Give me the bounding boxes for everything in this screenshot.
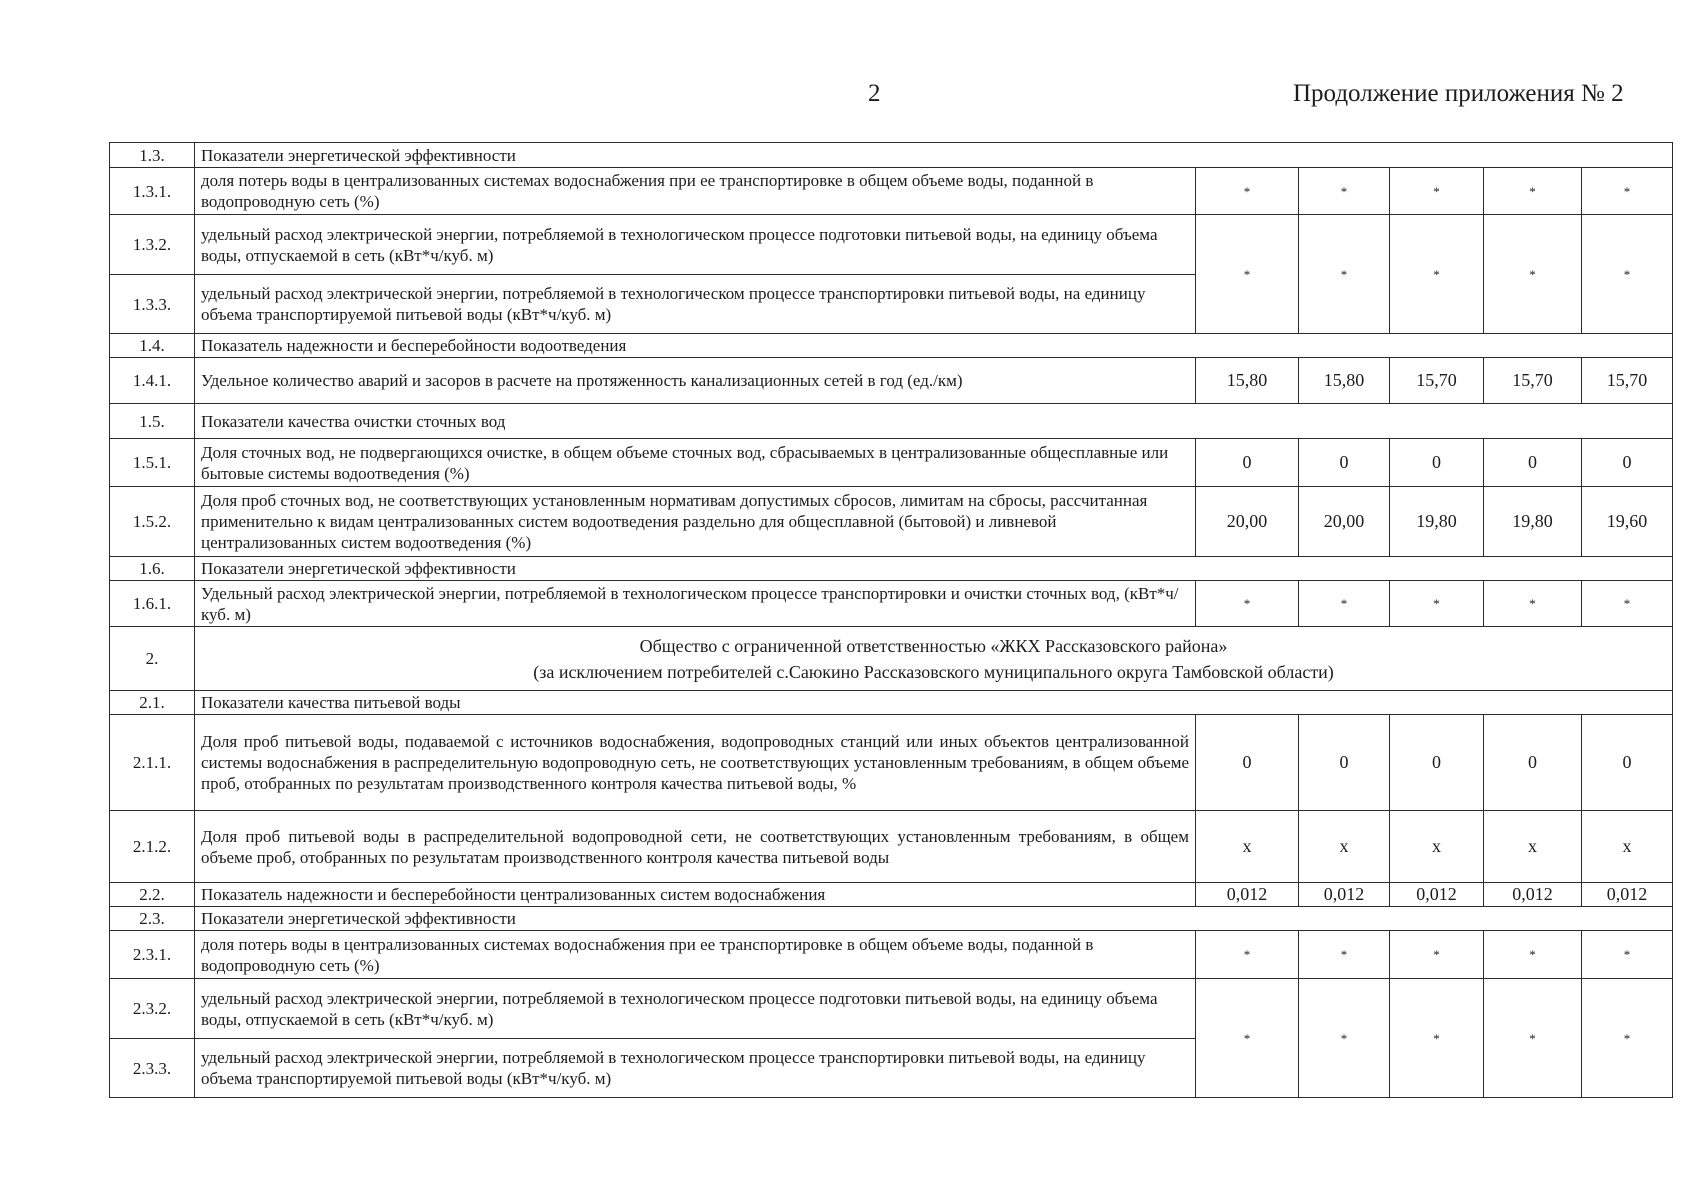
section-row: [110, 557, 1673, 581]
table-row: [110, 581, 1673, 627]
row-number: 1.5.: [110, 404, 195, 439]
indicator-description: доля потерь воды в централизованных системах водоснабжения при ее транспортировке в общем объеме воды, поданной в водопроводную сеть (%): [195, 168, 1196, 215]
appendix-title: Продолжение приложения № 2: [1293, 80, 1624, 107]
section-title: Показатель надежности и бесперебойности водоотведения: [195, 334, 1673, 358]
indicator-description: Доля проб сточных вод, не соответствующих установленным нормативам допустимых сбросов, лимитам на сбросы, рассчитанная применительно к видам централизованных систем водоотведения раздельно для общесплавной (бытовой) и ливневой централизованных систем водоотведения (%): [195, 487, 1196, 557]
section-title: Показатели качества питьевой воды: [195, 691, 1673, 715]
organization-row: [110, 627, 1673, 691]
section-row: [110, 404, 1673, 439]
row-number: 1.3.1.: [110, 168, 195, 215]
indicator-value: 0,012: [1299, 883, 1390, 907]
row-number: 2.1.: [110, 691, 195, 715]
indicator-value: 19,60: [1582, 487, 1673, 557]
indicator-description: Доля сточных вод, не подвергающихся очистке, в общем объеме сточных вод, сбрасываемых в централизованные общесплавные или бытовые системы водоотведения (%): [195, 439, 1196, 487]
row-number: 2.1.2.: [110, 811, 195, 883]
row-number: 2.3.2.: [110, 979, 195, 1039]
table-row: [110, 487, 1673, 557]
indicator-value: *: [1196, 931, 1299, 979]
indicator-description: Доля проб питьевой воды в распределительной водопроводной сети, не соответствующих установленным требованиям, в общем объеме проб, отобранных по результатам производственного контроля качества питьевой воды: [195, 811, 1196, 883]
indicator-value: 0: [1484, 715, 1582, 811]
row-number: 2.3.1.: [110, 931, 195, 979]
indicator-value: *: [1582, 931, 1673, 979]
indicator-value: *: [1390, 979, 1484, 1098]
indicator-value: 0: [1582, 715, 1673, 811]
table-row: [110, 715, 1673, 811]
indicator-value: *: [1484, 581, 1582, 627]
row-number: 2.: [110, 627, 195, 691]
row-number: 2.2.: [110, 883, 195, 907]
indicator-value: 0: [1196, 715, 1299, 811]
organization-line: Общество с ограниченной ответственностью «ЖКХ Рассказовского района»: [639, 635, 1228, 656]
row-number: 1.5.1.: [110, 439, 195, 487]
indicator-value: 0,012: [1484, 883, 1582, 907]
table-row: [110, 811, 1673, 883]
indicator-value: 0: [1582, 439, 1673, 487]
row-number: 1.6.: [110, 557, 195, 581]
indicator-value: *: [1582, 215, 1673, 334]
table-row: [110, 168, 1673, 215]
indicator-value: х: [1196, 811, 1299, 883]
indicator-value: *: [1196, 979, 1299, 1098]
indicator-value: х: [1390, 811, 1484, 883]
indicators-table: [109, 142, 1673, 1098]
indicator-value: х: [1484, 811, 1582, 883]
indicator-value: *: [1299, 581, 1390, 627]
indicator-value: 0: [1390, 439, 1484, 487]
section-title: Показатели энергетической эффективности: [195, 557, 1673, 581]
indicator-value: *: [1582, 979, 1673, 1098]
indicator-value: *: [1299, 979, 1390, 1098]
indicator-description: удельный расход электрической энергии, потребляемой в технологическом процессе транспортировки питьевой воды, на единицу объема транспортируемой питьевой воды (кВт*ч/куб. м): [195, 275, 1196, 334]
row-number: 2.1.1.: [110, 715, 195, 811]
section-title: Показатели качества очистки сточных вод: [195, 404, 1673, 439]
indicator-value: *: [1582, 168, 1673, 215]
section-row: [110, 691, 1673, 715]
indicator-description: удельный расход электрической энергии, потребляемой в технологическом процессе транспортировки питьевой воды, на единицу объема транспортируемой питьевой воды (кВт*ч/куб. м): [195, 1039, 1196, 1098]
indicator-value: *: [1390, 581, 1484, 627]
row-number: 1.3.3.: [110, 275, 195, 334]
row-number: 2.3.: [110, 907, 195, 931]
indicator-value: *: [1582, 581, 1673, 627]
indicator-description: удельный расход электрической энергии, потребляемой в технологическом процессе подготовки питьевой воды, на единицу объема воды, отпускаемой в сеть (кВт*ч/куб. м): [195, 979, 1196, 1039]
row-number: 1.4.: [110, 334, 195, 358]
indicator-value: 0,012: [1582, 883, 1673, 907]
row-number: 1.3.2.: [110, 215, 195, 275]
indicator-value: 0,012: [1196, 883, 1299, 907]
indicator-value: *: [1484, 215, 1582, 334]
organization-title: [195, 627, 1673, 691]
indicator-value: 0: [1390, 715, 1484, 811]
indicator-value: *: [1196, 168, 1299, 215]
table-row: [110, 883, 1673, 907]
indicator-value: 20,00: [1299, 487, 1390, 557]
indicator-value: 0: [1299, 439, 1390, 487]
indicator-value: 15,70: [1390, 358, 1484, 404]
table-row: [110, 931, 1673, 979]
row-number: 2.3.3.: [110, 1039, 195, 1098]
row-number: 1.4.1.: [110, 358, 195, 404]
indicator-value: х: [1299, 811, 1390, 883]
indicator-value: *: [1484, 931, 1582, 979]
page-number: 2: [868, 80, 881, 107]
indicator-description: удельный расход электрической энергии, потребляемой в технологическом процессе подготовки питьевой воды, на единицу объема воды, отпускаемой в сеть (кВт*ч/куб. м): [195, 215, 1196, 275]
indicator-value: 15,80: [1196, 358, 1299, 404]
indicator-value: *: [1484, 168, 1582, 215]
indicator-value: *: [1196, 215, 1299, 334]
indicator-value: х: [1582, 811, 1673, 883]
indicator-description: доля потерь воды в централизованных системах водоснабжения при ее транспортировке в общем объеме воды, поданной в водопроводную сеть (%): [195, 931, 1196, 979]
indicator-description: Удельный расход электрической энергии, потребляемой в технологическом процессе транспортировки и очистки сточных вод, (кВт*ч/куб. м): [195, 581, 1196, 627]
indicator-description: Удельное количество аварий и засоров в расчете на протяженность канализационных сетей в год (ед./км): [195, 358, 1196, 404]
indicator-value: 19,80: [1484, 487, 1582, 557]
organization-line: (за исключением потребителей с.Саюкино Рассказовского муниципального округа Тамбовской области): [533, 661, 1334, 682]
indicator-value: *: [1299, 168, 1390, 215]
section-title: Показатели энергетической эффективности: [195, 143, 1673, 168]
indicator-value: 15,80: [1299, 358, 1390, 404]
indicator-value: 0: [1484, 439, 1582, 487]
row-number: 1.3.: [110, 143, 195, 168]
row-number: 1.6.1.: [110, 581, 195, 627]
section-row: [110, 334, 1673, 358]
indicator-value: *: [1390, 168, 1484, 215]
indicator-value: *: [1299, 931, 1390, 979]
section-row: [110, 143, 1673, 168]
indicator-description: Показатель надежности и бесперебойности централизованных систем водоснабжения: [195, 883, 1196, 907]
section-row: [110, 907, 1673, 931]
indicator-description: Доля проб питьевой воды, подаваемой с источников водоснабжения, водопроводных станций или иных объектов централизованной системы водоснабжения в распределительную водопроводную сеть, не соответствующих установленным требованиям, в общем объеме проб, отобранных по результатам производственного контроля качества питьевой воды, %: [195, 715, 1196, 811]
indicator-value: 20,00: [1196, 487, 1299, 557]
indicator-value: 15,70: [1484, 358, 1582, 404]
row-number: 1.5.2.: [110, 487, 195, 557]
table-row: [110, 215, 1673, 275]
table-row: [110, 439, 1673, 487]
table-row: [110, 979, 1673, 1039]
indicator-value: 0: [1196, 439, 1299, 487]
indicator-value: 0,012: [1390, 883, 1484, 907]
indicator-value: 15,70: [1582, 358, 1673, 404]
indicator-value: *: [1196, 581, 1299, 627]
indicator-value: *: [1390, 215, 1484, 334]
indicator-value: 0: [1299, 715, 1390, 811]
indicator-value: *: [1299, 215, 1390, 334]
indicator-value: 19,80: [1390, 487, 1484, 557]
section-title: Показатели энергетической эффективности: [195, 907, 1673, 931]
table-row: [110, 358, 1673, 404]
indicator-value: *: [1390, 931, 1484, 979]
indicator-value: *: [1484, 979, 1582, 1098]
